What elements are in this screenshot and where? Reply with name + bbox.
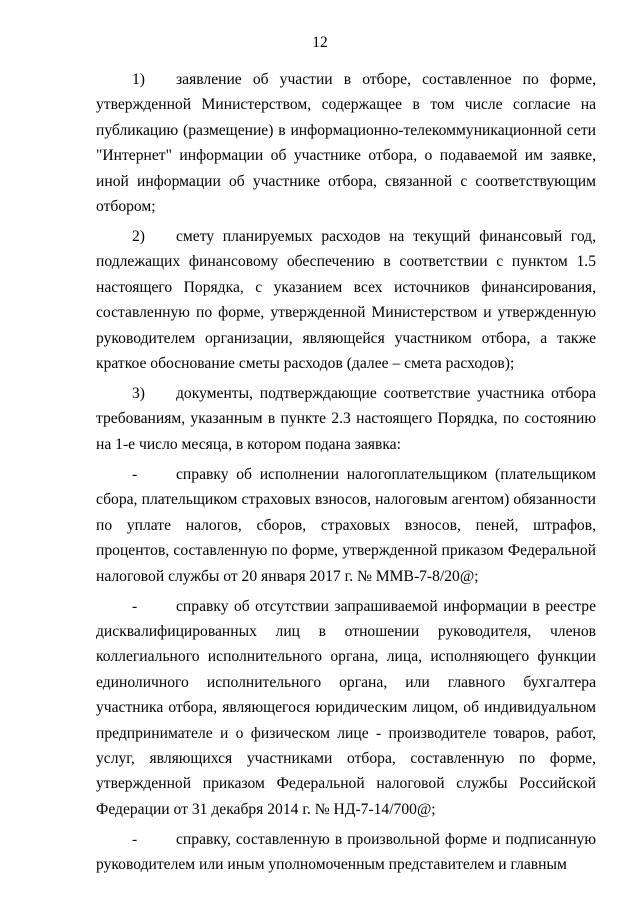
list-item-number: 3): [132, 385, 145, 403]
list-item-dash: -: [132, 830, 138, 848]
list-item: [96, 462, 596, 589]
list-item: [96, 67, 596, 219]
list-item-number: 1): [132, 71, 145, 88]
list-item-text: справку об исполнении налогоплательщиком (плательщиком сбора, плательщиком страховых взносов, налоговым агентом) обязанности по уплате налогов, сборов, страховых взносов, пеней, штрафов, процентов, составленную по форме, утвержденной приказом Федеральной налоговой службы от 20 января 2017 г. № ММВ-7-8/20@;: [96, 465, 596, 585]
list-item: [96, 594, 596, 823]
page-number: 12: [312, 34, 328, 51]
list-item-number: 2): [132, 228, 145, 246]
list-item-text: документы, подтверждающие соответствие участника отбора требованиям, указанным в пункте 2.3 настоящего Порядка, по состоянию на 1-е число месяца, в котором подана заявка:: [96, 385, 596, 453]
document-body: [96, 67, 596, 882]
list-item-text: справку, составленную в произвольной форме и подписанную руководителем или иным уполномоченным представителем и главным: [96, 830, 596, 874]
list-item: [96, 827, 596, 878]
list-item-text: смету планируемых расходов на текущий финансовый год, подлежащих финансовому обеспечению в соответствии с пунктом 1.5 настоящего Порядка, с указанием всех источников финансирования, составленную по форме, утвержденной Министерством и утвержденную руководителем организации, являющейся участником отбора, а также краткое обоснование сметы расходов (далее – смета расходов);: [96, 228, 596, 373]
list-item-dash: -: [132, 465, 138, 483]
list-item: [96, 381, 596, 457]
list-item-text: заявление об участии в отборе, составленное по форме, утвержденной Министерством, содержащее в том числе согласие на публикацию (размещение) в информационно-телекоммуникационной сети "Интернет" информации об участнике отбора, о подаваемой им заявке, иной информации об участнике отбора, связанной с соответствующим отбором;: [96, 71, 596, 216]
list-item-dash: -: [132, 597, 138, 615]
list-item-text: справку об отсутствии запрашиваемой информации в реестре дисквалифицированных лиц в отношении руководителя, членов коллегиального исполнительного органа, лица, исполняющего функции единоличного исполнительного органа, или главного бухгалтера участника отбора, являющегося юридическим лицом, об индивидуальном предпринимателе и о физическом лице - производителе товаров, работ, услуг, являющихся участниками отбора, составленную по форме, утвержденной приказом Федеральной налоговой службы Российской Федерации от 31 декабря 2014 г. № НД-7-14/700@;: [96, 597, 596, 818]
list-item: [96, 224, 596, 376]
